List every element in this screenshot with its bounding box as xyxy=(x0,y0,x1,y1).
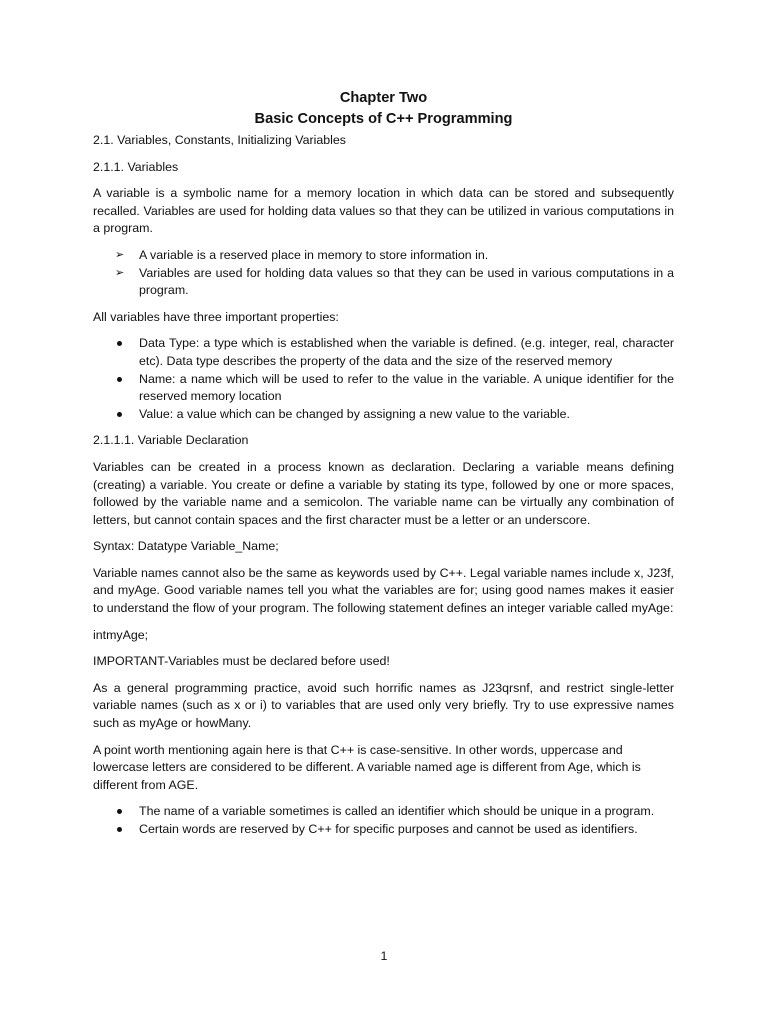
bullet-icon xyxy=(117,809,122,814)
identifier-bullet-list xyxy=(93,803,674,838)
arrow-bullet-icon: ➢ xyxy=(115,248,125,261)
paragraph-declaration: Variables can be created in a process known as declaration. Declaring a variable means defining (creating) a variable. You create or define a variable by stating its type, followed by one or more spaces, followed by the variable name and a semicolon. The variable name can be virtually any combination of letters, but cannot contain spaces and the first character must be a letter or an underscore. xyxy=(93,459,674,527)
bullet-icon xyxy=(117,412,122,417)
list-item-text: A variable is a reserved place in memory to store information in. xyxy=(139,247,489,262)
paragraph-variable-names: Variable names cannot also be the same as keywords used by C++. Legal variable names include x, J23f, and myAge. Good variable names tell you what the variables are for; using good names makes it easier to understand the flow of your program. The following statement defines an integer variable called myAge: xyxy=(93,565,674,616)
list-item-text: Data Type: a type which is established when the variable is defined. (e.g. integer, real, character etc). Data type describes the property of the data and the size of the reserved memory xyxy=(139,336,674,368)
list-item xyxy=(93,803,674,821)
syntax-line: Syntax: Datatype Variable_Name; xyxy=(93,539,279,554)
chapter-subtitle: Basic Concepts of C++ Programming xyxy=(254,111,513,127)
list-item xyxy=(93,821,674,839)
section-heading-2-1-1: 2.1.1. Variables xyxy=(93,159,179,174)
arrow-bullet-list xyxy=(93,247,674,300)
page-content xyxy=(93,88,674,848)
list-item-text: Name: a name which will be used to refer to the value in the variable. A unique identifier for the reserved memory location xyxy=(139,371,674,404)
section-heading-2-1: 2.1. Variables, Constants, Initializing Variables xyxy=(93,133,346,147)
list-item-text: Value: a value which can be changed by assigning a new value to the variable. xyxy=(139,406,570,421)
paragraph-case-sensitivity: A point worth mentioning again here is that C++ is case-sensitive. In other words, uppercase and lowercase letters are considered to be different. A variable named age is different from Age, which is different from AGE. xyxy=(93,742,641,792)
paragraph-practice: As a general programming practice, avoid such horrific names as J23qrsnf, and restrict single-letter variable names (such as x or i) to variables that are used only very briefly. Try to use expressive names such as myAge or howMany. xyxy=(93,680,674,731)
properties-intro: All variables have three important properties: xyxy=(93,309,339,324)
code-example: intmyAge; xyxy=(93,627,149,642)
section-heading-2-1-1-1: 2.1.1.1. Variable Declaration xyxy=(93,433,249,448)
list-item xyxy=(93,265,674,300)
list-item xyxy=(93,371,674,406)
list-item xyxy=(93,335,674,370)
bullet-icon xyxy=(117,377,122,382)
list-item-text: Certain words are reserved by C++ for specific purposes and cannot be used as identifiers. xyxy=(139,822,638,836)
list-item-text: The name of a variable sometimes is called an identifier which should be unique in a program. xyxy=(139,804,655,819)
page-number: 1 xyxy=(380,949,388,963)
chapter-title: Chapter Two xyxy=(339,90,428,106)
bullet-icon xyxy=(117,341,122,346)
important-note: IMPORTANT-Variables must be declared before used! xyxy=(93,654,390,669)
property-bullet-list xyxy=(93,335,674,423)
arrow-bullet-icon: ➢ xyxy=(115,266,125,279)
bullet-icon xyxy=(117,827,122,832)
paragraph-intro: A variable is a symbolic name for a memory location in which data can be stored and subsequently recalled. Variables are used for holding data values so that they can be utilized in various computations in a program. xyxy=(93,186,674,236)
list-item xyxy=(93,406,674,424)
list-item-text: Variables are used for holding data values so that they can be used in various computations in a program. xyxy=(139,265,674,298)
list-item xyxy=(93,247,674,265)
